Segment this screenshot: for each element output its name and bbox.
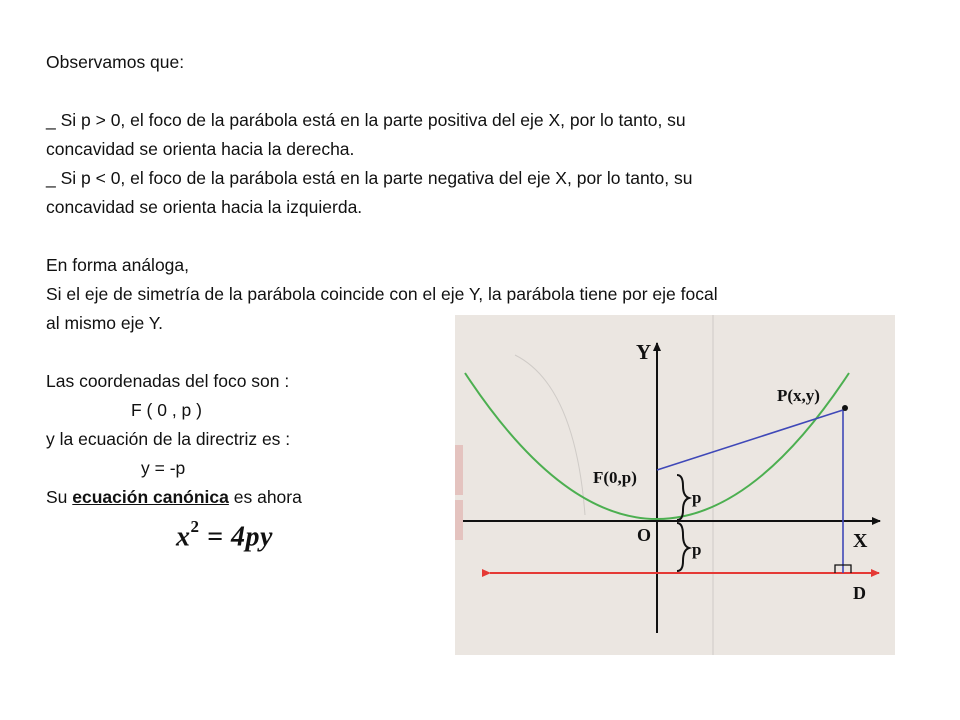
focus-value: F ( 0 , p ) bbox=[131, 400, 202, 420]
axis-line1: Si el eje de simetría de la parábola coincide con el eje Y, la parábola tiene por eje focal bbox=[46, 284, 718, 304]
equation-lhs: x bbox=[176, 521, 191, 553]
focus-coords-text: Las coordenadas del foco son : bbox=[46, 371, 290, 391]
case2-line1: _ Si p < 0, el foco de la parábola está en la parte negativa del eje X, por lo tanto, su bbox=[46, 168, 693, 188]
directrix-value: y = -p bbox=[141, 458, 186, 478]
case1-line1: _ Si p > 0, el foco de la parábola está en la parte positiva del eje X, por lo tanto, su bbox=[46, 110, 686, 130]
brace-lower bbox=[677, 523, 689, 571]
directrix-label: D bbox=[853, 583, 866, 603]
case2-line2: concavidad se orienta hacia la izquierda. bbox=[46, 197, 363, 217]
y-axis-label: Y bbox=[636, 340, 652, 364]
axis-line2: al mismo eje Y. bbox=[46, 313, 164, 333]
point-p-dot bbox=[842, 405, 848, 411]
equation-exponent: 2 bbox=[190, 517, 200, 536]
brace-upper bbox=[677, 475, 689, 520]
canonical-text bbox=[46, 486, 302, 508]
parabola-diagram bbox=[455, 315, 895, 655]
parabola-figure bbox=[455, 315, 895, 655]
canonical-prefix: Su bbox=[46, 487, 73, 507]
origin-label: O bbox=[637, 525, 652, 545]
case1-line2: concavidad se orienta hacia la derecha. bbox=[46, 139, 355, 159]
canonical-equation bbox=[176, 517, 273, 553]
analog-text: En forma análoga, bbox=[46, 255, 190, 275]
focus-point-segment bbox=[657, 410, 843, 470]
focus-label: F(0,p) bbox=[593, 468, 637, 487]
canonical-bold: ecuación canónica bbox=[72, 487, 229, 507]
canonical-suffix: es ahora bbox=[228, 487, 302, 507]
intro-text: Observamos que: bbox=[46, 52, 185, 72]
point-p-label: P(x,y) bbox=[777, 386, 820, 405]
equation-rhs: = 4py bbox=[199, 521, 273, 553]
p-upper-label: p bbox=[692, 488, 702, 507]
background-artifacts bbox=[455, 315, 713, 655]
x-axis-label: X bbox=[853, 530, 868, 552]
directrix-text: y la ecuación de la directriz es : bbox=[46, 429, 291, 449]
p-lower-label: p bbox=[692, 540, 702, 559]
